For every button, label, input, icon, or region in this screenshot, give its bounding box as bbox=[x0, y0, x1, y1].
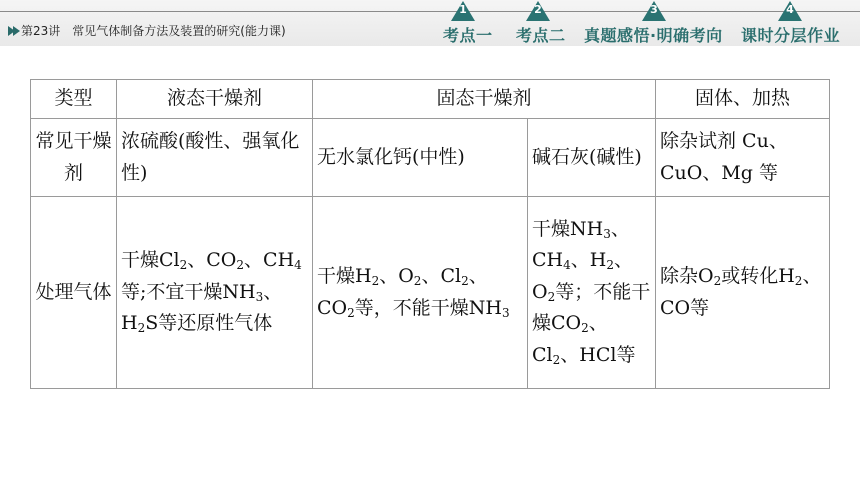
table-row bbox=[31, 197, 830, 389]
header-heated: 固体、加热 bbox=[656, 80, 830, 119]
nav-label-4[interactable]: 课时分层作业 bbox=[741, 26, 841, 45]
cell-solid-neutral-gases: 干燥$H_2$、$O_2$、$Cl_2$、$CO_2$等，不能干燥$NH_3$ bbox=[313, 197, 528, 389]
table-header-row bbox=[31, 80, 830, 119]
cell-heated-gases: 除杂$O_2$或转化$H_2$、CO等 bbox=[656, 197, 830, 389]
nav-label-2[interactable]: 考点二 bbox=[516, 26, 566, 45]
nav-tabs bbox=[0, 0, 860, 46]
triangle-badge-icon: 2 bbox=[525, 0, 551, 26]
lecture-number: 第23讲 bbox=[21, 24, 61, 38]
table-row bbox=[31, 119, 830, 197]
desiccant-table bbox=[30, 79, 830, 389]
header-solid: 固态干燥剂 bbox=[313, 80, 656, 119]
row-label-common: 常见干燥剂 bbox=[31, 119, 117, 197]
triangle-badge-icon: 1 bbox=[450, 0, 476, 26]
cell-solid-basic-gases: 干燥$NH_3$、$CH_4$、$H_2$、$O_2$等；不能干燥$CO_2$、$Cl_2$、HCl等 bbox=[528, 197, 656, 389]
header-bar bbox=[0, 0, 860, 46]
cell-liquid-common: 浓硫酸(酸性、强氧化性) bbox=[117, 119, 313, 197]
nav-label-3[interactable]: 真题感悟·明确考向 bbox=[584, 26, 723, 45]
cell-liquid-gases: 干燥$Cl_2$、$CO_2$、$CH_4$等;不宜干燥$NH_3$、$H_2S$等还原性气体 bbox=[117, 197, 313, 389]
nav-label-1[interactable]: 考点一 bbox=[443, 26, 493, 45]
triangle-badge-icon: 4 bbox=[777, 0, 803, 26]
header-type: 类型 bbox=[31, 80, 117, 119]
header-liquid: 液态干燥剂 bbox=[117, 80, 313, 119]
cell-solid-basic-common: 碱石灰(碱性) bbox=[528, 119, 656, 197]
triangle-badge-icon: 3 bbox=[641, 0, 667, 26]
row-label-gases: 处理气体 bbox=[31, 197, 117, 389]
cell-heated-common: 除杂试剂 Cu、CuO、Mg 等 bbox=[656, 119, 830, 197]
lecture-title: 常见气体制备方法及装置的研究(能力课) bbox=[72, 24, 286, 38]
cell-solid-neutral-common: 无水氯化钙(中性) bbox=[313, 119, 528, 197]
